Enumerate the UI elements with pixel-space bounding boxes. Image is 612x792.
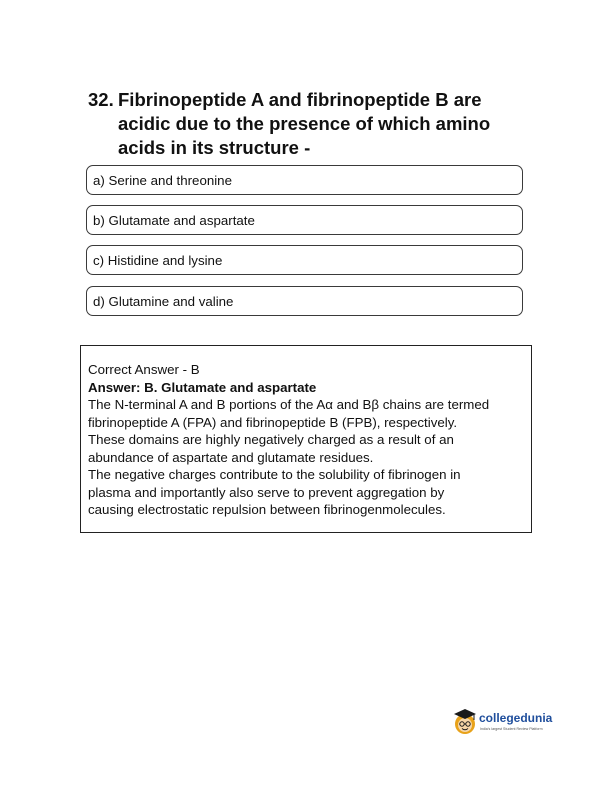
answer-box (80, 345, 532, 533)
mascot-icon (454, 709, 476, 734)
explanation-line: plasma and importantly also serve to prevent aggregation by (88, 484, 445, 500)
logo-graphic (452, 706, 562, 740)
option-d[interactable]: d) Glutamine and valine (86, 286, 523, 316)
explanation-line: abundance of aspartate and glutamate residues. (88, 449, 374, 465)
explanation-line: fibrinopeptide A (FPA) and fibrinopeptide B (FPB), respectively. (88, 414, 458, 430)
explanation-line: These domains are highly negatively charged as a result of an (88, 432, 454, 447)
question-text: Fibrinopeptide A and fibrinopeptide B are acidic due to the presence of which amino acids in its structure - (118, 89, 491, 158)
logo-name: collegedunia (479, 711, 553, 725)
collegedunia-logo (452, 706, 562, 740)
explanation-line: causing electrostatic repulsion between fibrinogenmolecules. (88, 502, 446, 517)
question (88, 88, 538, 160)
answer-heading: Answer: B. Glutamate and aspartate (88, 379, 317, 395)
option-b[interactable]: b) Glutamate and aspartate (86, 205, 523, 235)
option-c[interactable]: c) Histidine and lysine (86, 245, 523, 275)
explanation-line: The negative charges contribute to the solubility of fibrinogen in (88, 467, 461, 482)
logo-tagline: India's largest Student Review Platform (480, 727, 543, 731)
option-a[interactable]: a) Serine and threonine (86, 165, 523, 195)
question-number: 32. (88, 89, 114, 110)
correct-answer: Correct Answer - B (88, 362, 200, 377)
explanation-line: The N-terminal A and B portions of the Aα and Bβ chains are termed (88, 397, 490, 412)
